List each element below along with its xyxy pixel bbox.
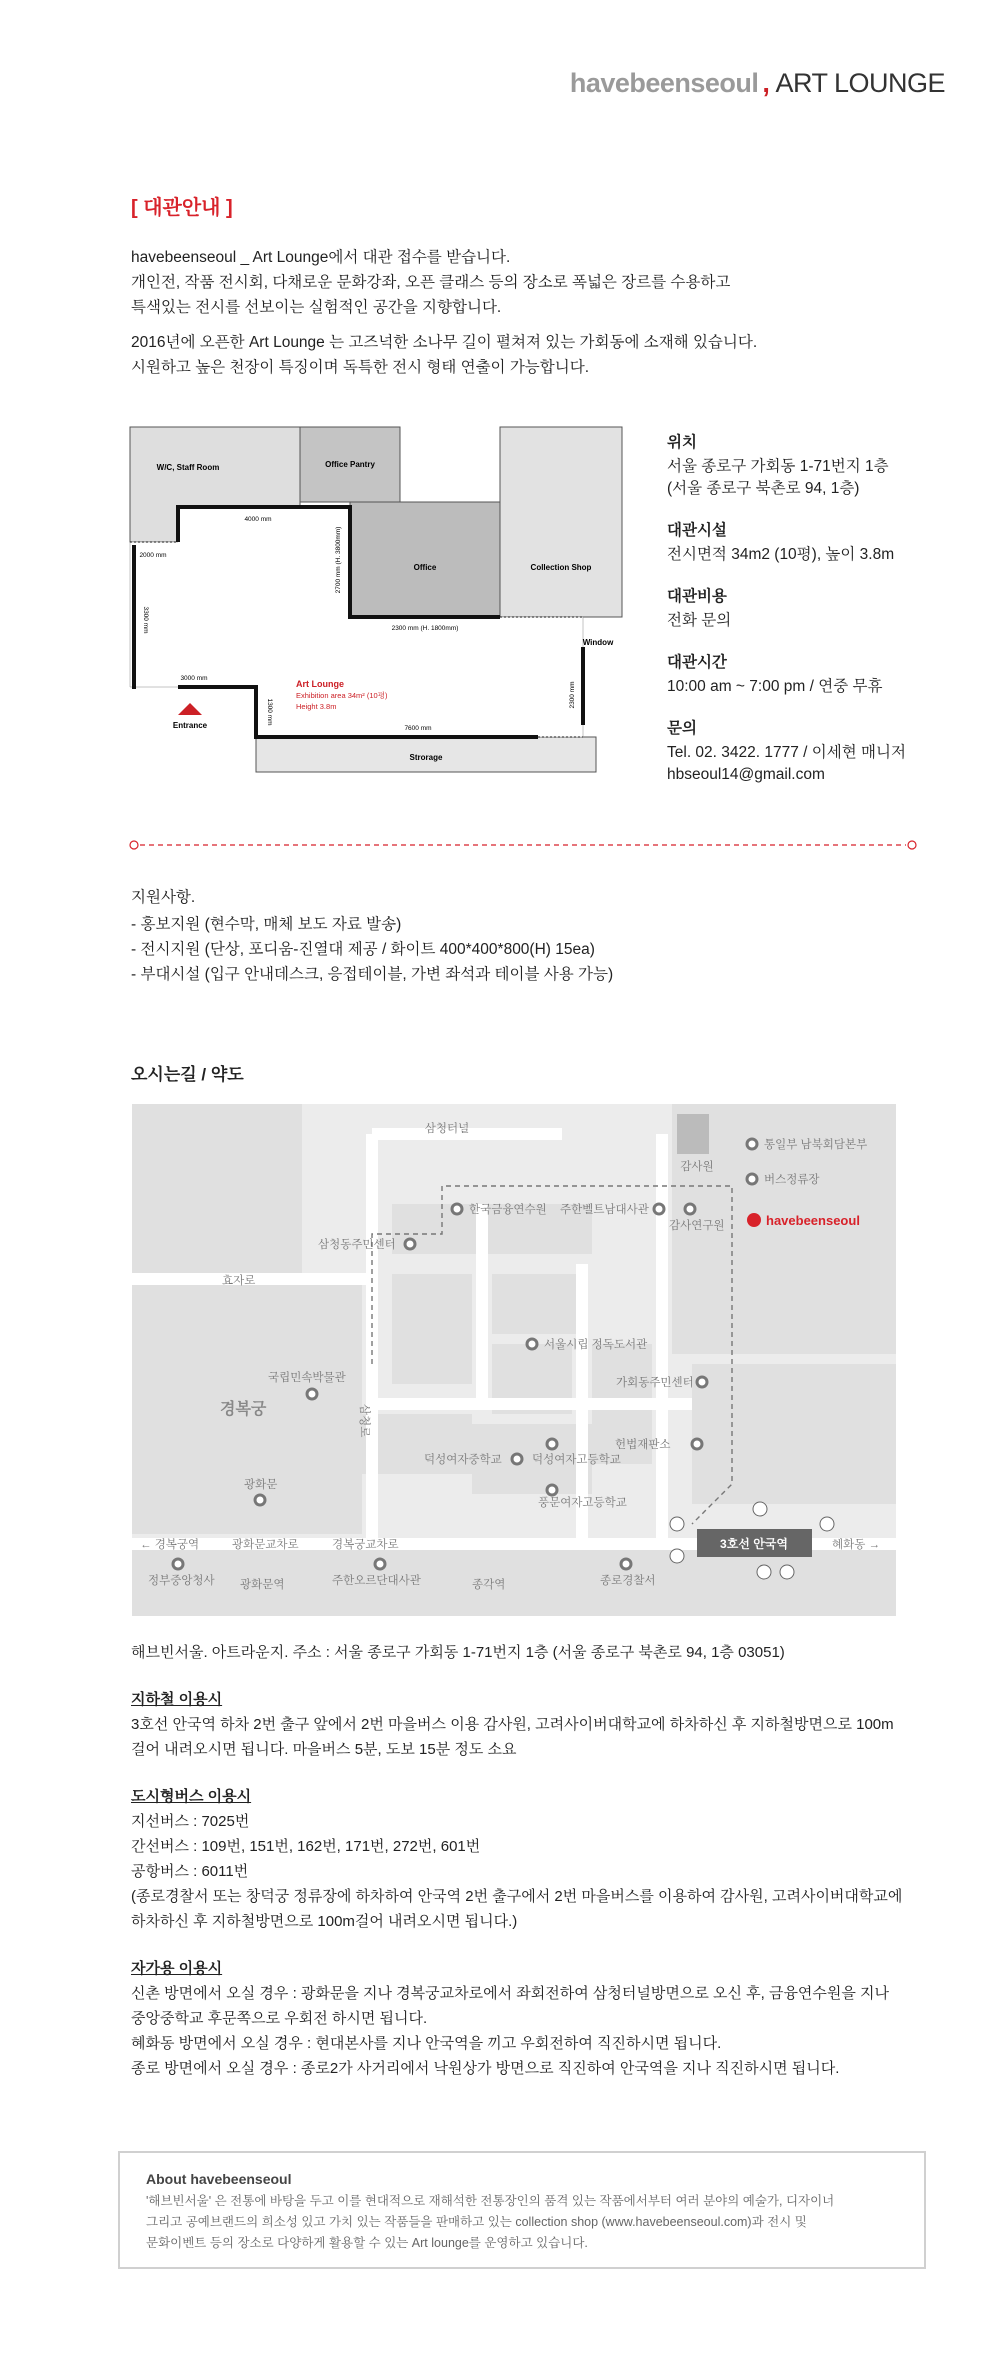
dim-4000: 4000 mm [244, 516, 272, 523]
map-label: 버스정류장 [764, 1174, 820, 1186]
lounge-area: Exhibition area 34m² (10평) [296, 691, 388, 700]
map-label: 삼청동주민센터 [318, 1239, 396, 1251]
support-section [131, 885, 613, 987]
map-label: 경복궁교차로 [332, 1539, 399, 1551]
car-title: 자가용 이용시 [131, 1960, 223, 1977]
bus-line: 공항버스 : 6011번 [131, 1863, 249, 1880]
dim-2000: 2000 mm [139, 552, 167, 559]
car-line: 신촌 방면에서 오실 경우 : 광화문을 지나 경복궁교차로에서 좌회전하여 삼청터널방면으로 오신 후, 금융연수원을 지나 [131, 1985, 890, 2002]
brand-name: havebeenseoul [569, 68, 759, 98]
map-label: 삼청터널 [424, 1123, 470, 1135]
info-label-cost: 대관비용 [667, 588, 727, 605]
about-box [118, 2151, 926, 2269]
map-label: 주한오르단대사관 [332, 1575, 421, 1587]
floor-plan [128, 425, 628, 785]
station-label: 3호선 안국역 [720, 1537, 788, 1551]
map-label: 국립민속박물관 [268, 1372, 346, 1384]
car-line: 종로 방면에서 오실 경우 : 종로2가 사거리에서 낙원상가 방면으로 직진하여 안국역을 지나 직진하시면 됩니다. [131, 2060, 840, 2077]
info-label-location: 위치 [667, 434, 697, 451]
map-label: 풍문여자고등학교 [538, 1497, 627, 1509]
dim-1300: 1300 mm [266, 698, 273, 726]
subway-title: 지하철 이용시 [131, 1691, 223, 1708]
rental-intro2 [131, 330, 757, 380]
map-label: 서울시립 정독도서관 [544, 1339, 648, 1351]
bus-line: 지선버스 : 7025번 [131, 1813, 250, 1830]
map-label: 광화문역 [240, 1579, 285, 1591]
map-label: 가회동주민센터 [616, 1377, 694, 1389]
map-label: 헌법재판소 [615, 1439, 671, 1451]
wall-left [134, 545, 136, 687]
car-line: 중앙중학교 후문쪽으로 우회전 하시면 됩니다. [131, 2010, 428, 2027]
entrance-label: Entrance [172, 721, 208, 730]
map-label: 경복궁 [220, 1401, 267, 1418]
collection-label: Collection Shop [530, 563, 592, 572]
map-label: 주한벨트남대사관 [560, 1204, 649, 1216]
map-label: 정부중앙청사 [148, 1575, 215, 1587]
support-title: 지원사항. [131, 889, 196, 906]
about-line: '해브빈서울' 은 전통에 바탕을 두고 이를 현대적으로 재해석한 전통장인의 품격 있는 작품에서부터 여러 분야의 예술가, 디자이너 [146, 2194, 835, 2208]
subway-line: 3호선 안국역 하차 2번 출구 앞에서 2번 마을버스 이용 감사원, 고려사이버대학교에 하차하신 후 지하철방면으로 100m [131, 1716, 894, 1733]
subway-line: 걸어 내려오시면 됩니다. 마을버스 5분, 도보 15분 정도 소요 [131, 1741, 517, 1758]
pantry-label: Office Pantry [325, 460, 375, 469]
info-label-hours: 대관시간 [667, 654, 727, 671]
havebeenseoul-map-label: havebeenseoul [766, 1213, 860, 1228]
map-label: 광화문 [244, 1479, 278, 1491]
address-line: 해브빈서울. 아트라운지. 주소 : 서울 종로구 가회동 1-71번지 1층 (서울 종로구 북촌로 94, 1층 03051) [131, 1644, 785, 1661]
info-value-facility: 전시면적 34m2 (10평), 높이 3.8m [667, 546, 895, 563]
lounge-height: Height 3.8m [296, 702, 337, 711]
intro-line: 2016년에 오픈한 Art Lounge 는 고즈넉한 소나무 길이 펼쳐져 있는 가회동에 소재해 있습니다. [131, 334, 758, 351]
info-value-location: 서울 종로구 가회동 1-71번지 1층 (서울 종로구 북촌로 94, 1층) [667, 458, 889, 497]
map-label: 종각역 [472, 1579, 506, 1591]
intro-line: 시원하고 높은 천장이 특징이며 독특한 전시 형태 연출이 가능합니다. [131, 359, 590, 376]
support-item: - 부대시설 (입구 안내데스크, 응접테이블, 가변 좌석과 테이블 사용 가능) [131, 966, 614, 983]
dim-2300: 2300 mm (H. 1800mm) [391, 625, 459, 632]
bus-title: 도시형버스 이용시 [131, 1788, 252, 1805]
gamsawon-icon [677, 1114, 709, 1154]
directions-title: 오시는길 / 약도 [131, 1065, 244, 1084]
bus-line: 간선버스 : 109번, 151번, 162번, 171번, 272번, 601번 [131, 1838, 481, 1855]
rental-info [667, 432, 906, 806]
brand-subtitle: ART LOUNGE [775, 68, 945, 98]
collection-room [500, 427, 622, 617]
info-value-cost: 전화 문의 [667, 612, 732, 629]
location-map [132, 1104, 896, 1616]
map-label: 혜화동 → [832, 1539, 881, 1551]
directions-text [131, 1640, 902, 2081]
dim-2700: 2700 mm (H. 3800mm) [335, 526, 342, 594]
info-label-contact: 문의 [667, 720, 697, 737]
dim-2300b: 2300 mm [569, 681, 576, 709]
dim-3000: 3000 mm [180, 675, 208, 682]
support-item: - 전시지원 (단상, 포디움-진열대 제공 / 화이트 400*400*800(H) 15ea) [131, 941, 595, 958]
window-label: Window [582, 638, 614, 647]
car-line: 혜화동 방면에서 오실 경우 : 현대본사를 지나 안국역을 끼고 우회전하여 직진하시면 됩니다. [131, 2035, 722, 2052]
map-label: ← 경복궁역 [140, 1539, 200, 1551]
map-label: 삼청로 [358, 1404, 370, 1438]
section-divider [128, 838, 918, 852]
brand-mark: , [762, 68, 770, 98]
about-line: 그리고 공예브랜드의 희소성 있고 가치 있는 작품들을 판매하고 있는 collection shop (www.havebeenseoul.com)과 전시 및 [146, 2215, 807, 2229]
entrance-icon [178, 703, 202, 715]
bus-line: (종로경찰서 또는 창덕궁 정류장에 하차하여 안국역 2번 출구에서 2번 마을버스를 이용하여 감사원, 고려사이버대학교에 [131, 1888, 903, 1905]
map-label: 광화문교차로 [232, 1539, 299, 1551]
map-label: 덕성여자고등학교 [532, 1454, 621, 1466]
map-label: 통일부 남북회담본부 [764, 1139, 868, 1151]
map-label: 효자로 [222, 1275, 256, 1287]
info-value-contact: Tel. 02. 3422. 1777 / 이세현 매니저 hbseoul14@gmail.com [667, 744, 906, 783]
about-line: 문화이벤트 등의 장소로 다양하게 활용할 수 있는 Art lounge를 운영하고 있습니다. [146, 2236, 588, 2250]
wc-label: W/C, Staff Room [156, 463, 220, 472]
dim-7600: 7600 mm [404, 725, 432, 732]
lounge-name: Art Lounge [296, 679, 344, 689]
map-label: 감사원 [680, 1161, 714, 1173]
info-label-facility: 대관시설 [667, 522, 727, 539]
info-value-hours: 10:00 am ~ 7:00 pm / 연중 무휴 [667, 678, 883, 695]
bus-line: 하차하신 후 지하철방면으로 100m걸어 내려오시면 됩니다.) [131, 1913, 518, 1930]
intro-line: havebeenseoul _ Art Lounge에서 대관 접수를 받습니다. [131, 249, 511, 266]
havebeenseoul-pin-icon [747, 1213, 761, 1227]
intro-line: 개인전, 작품 전시회, 다채로운 문화강좌, 오픈 클래스 등의 장소로 폭넓은 장르를 수용하고 [131, 274, 731, 291]
map-label: 감사연구원 [669, 1220, 725, 1232]
storage-label: Strorage [409, 753, 443, 762]
rental-title: [ 대관안내 ] [131, 197, 233, 219]
dim-3300: 3300 mm [142, 606, 149, 634]
map-label: 종로경찰서 [600, 1575, 656, 1587]
office-label: Office [413, 563, 437, 572]
about-title: About havebeenseoul [146, 2171, 292, 2187]
support-item: - 홍보지원 (현수막, 매체 보도 자료 발송) [131, 916, 402, 933]
map-label: 한국금융연수원 [469, 1204, 547, 1216]
brand-logo [570, 68, 945, 99]
rental-intro [131, 245, 730, 320]
intro-line: 특색있는 전시를 선보이는 실험적인 공간을 지향합니다. [131, 299, 502, 316]
map-label: 덕성여자중학교 [424, 1454, 502, 1466]
office-room [350, 502, 500, 617]
